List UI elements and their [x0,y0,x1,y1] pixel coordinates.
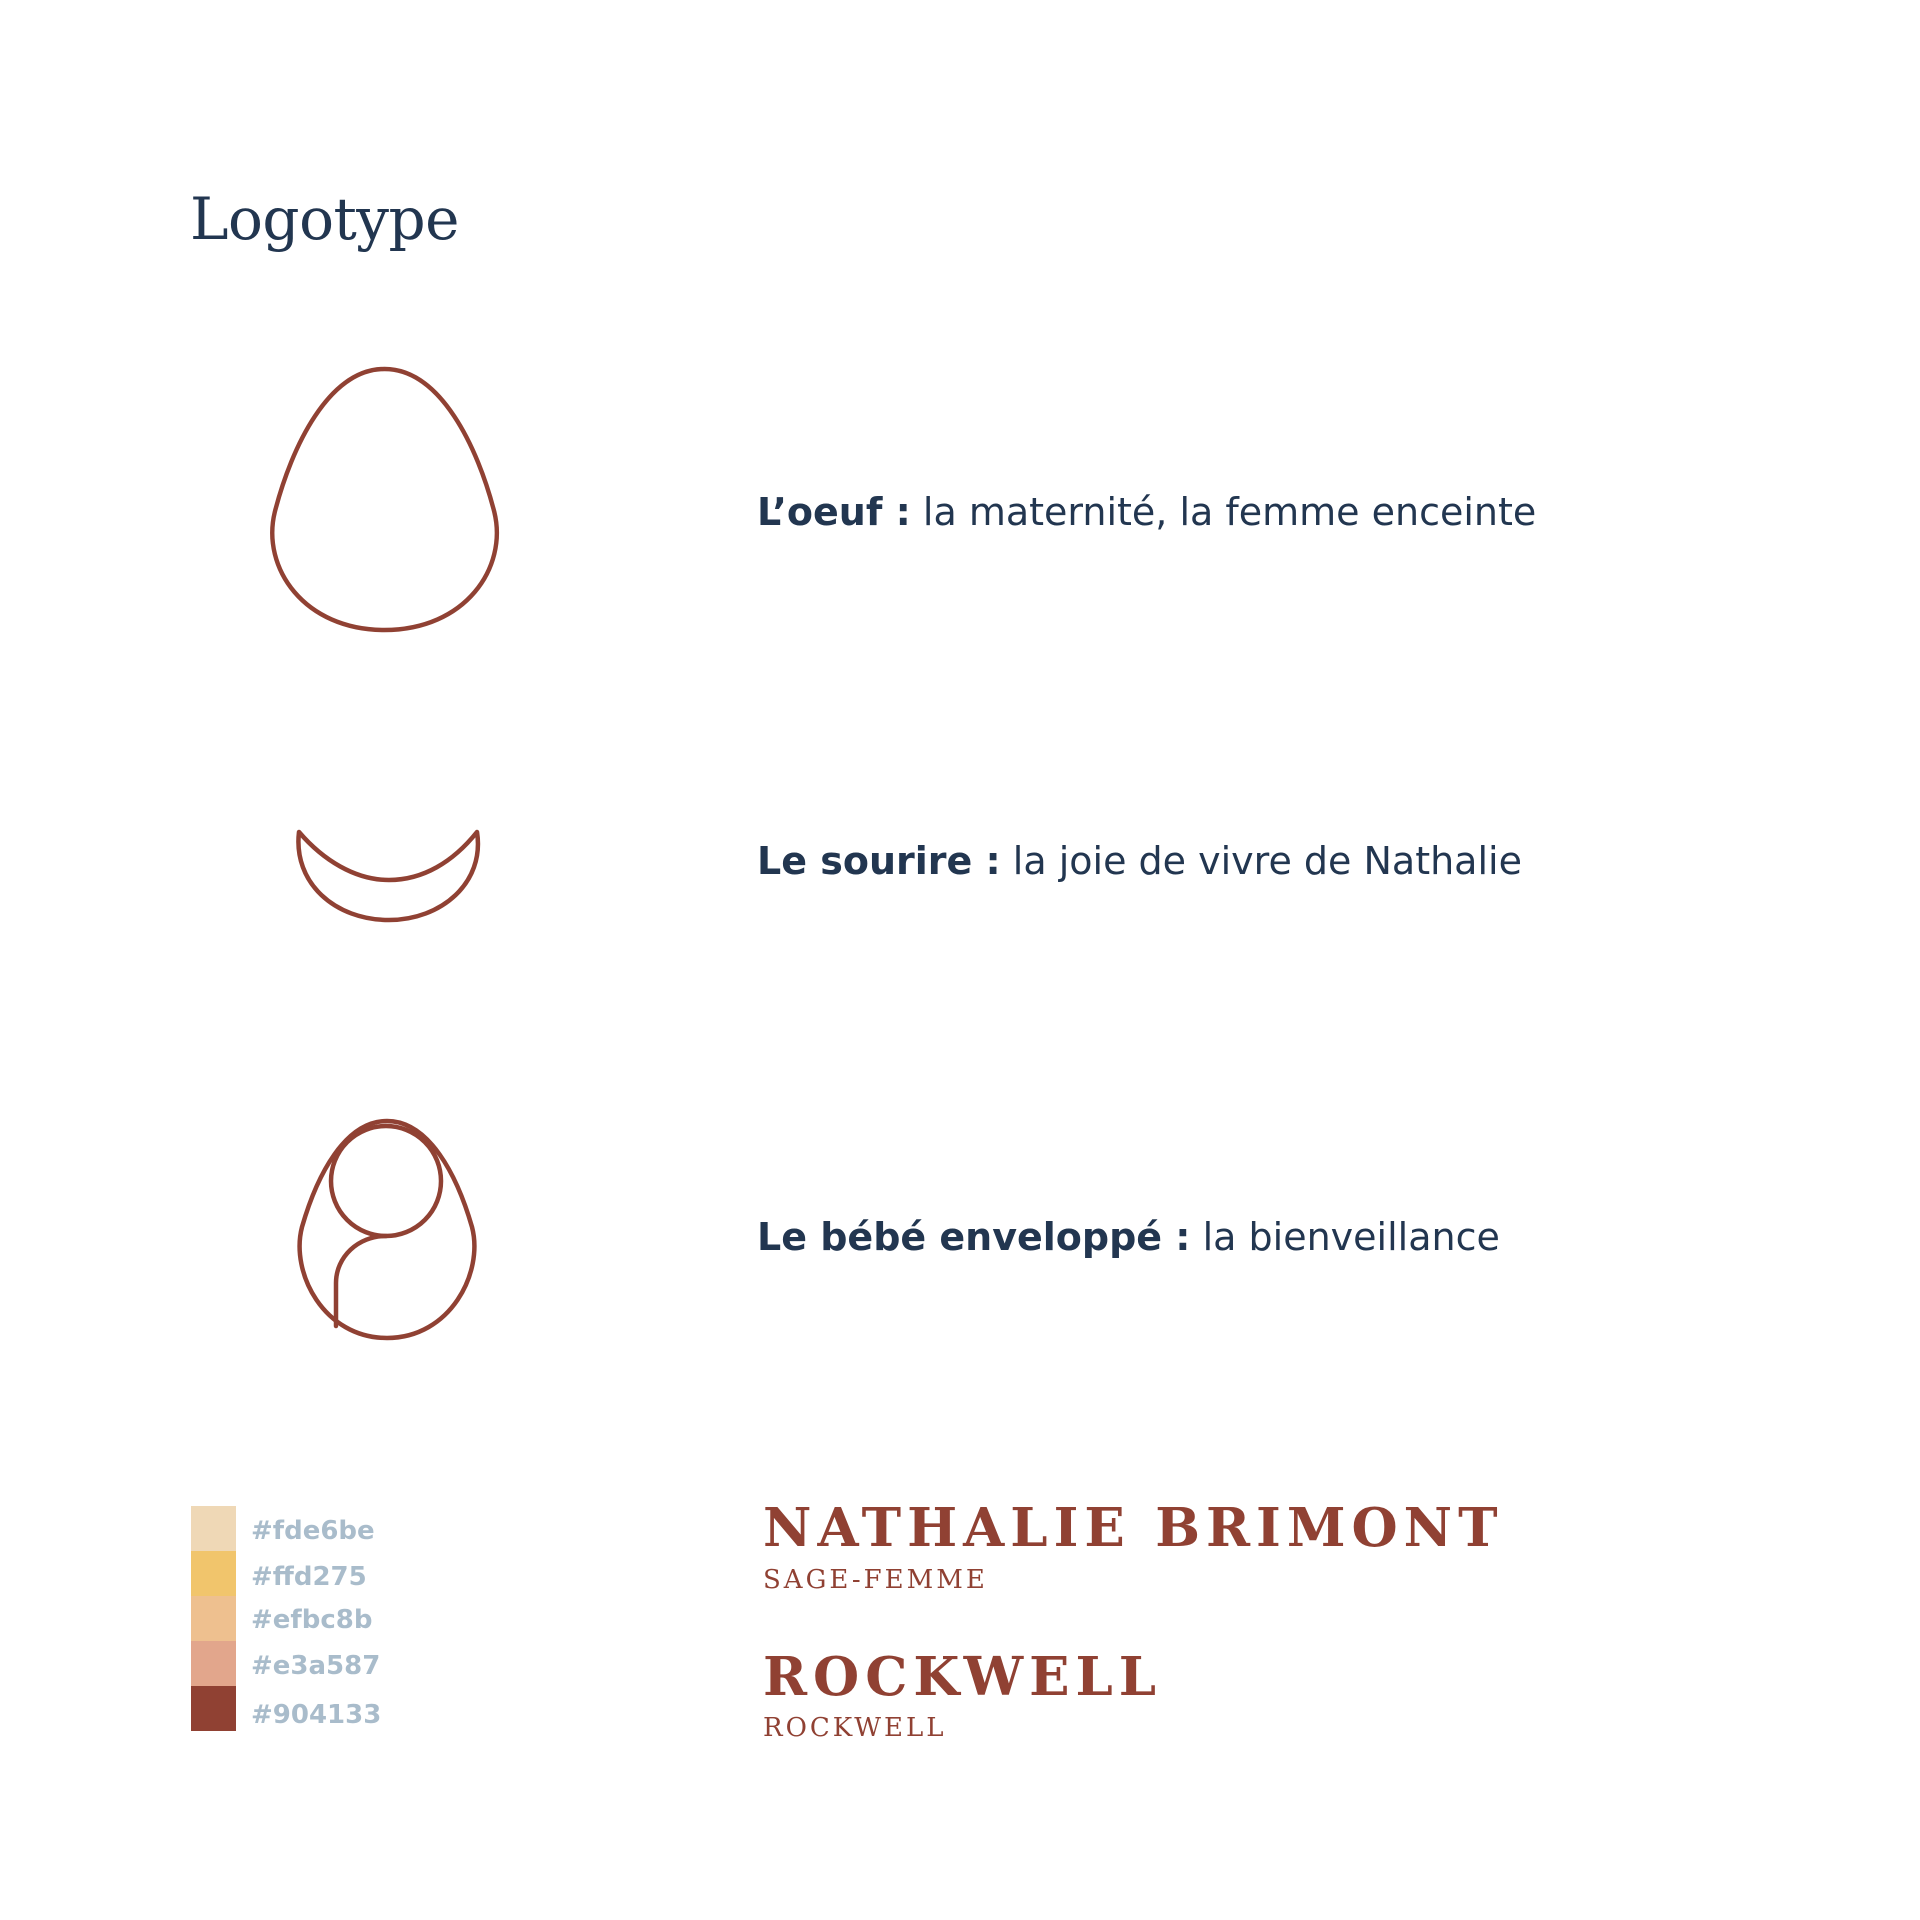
typeface-sample: ROCKWELL [763,1713,947,1743]
description-meaning: la maternité, la femme enceinte [922,490,1537,534]
egg-icon [265,362,505,642]
color-swatch [191,1551,236,1596]
description-term: Le bébé enveloppé : [757,1215,1191,1259]
color-hex-label: #efbc8b [251,1605,373,1635]
color-hex-label: #904133 [251,1700,382,1730]
color-hex-label: #fde6be [251,1516,375,1546]
color-palette [191,1506,236,1731]
description-baby [757,1215,1500,1259]
color-hex-label: #ffd275 [251,1562,367,1592]
brand-name: NATHALIE BRIMONT [763,1497,1504,1559]
color-swatch [191,1596,236,1641]
page-title: Logotype [190,185,460,253]
color-hex-label: #e3a587 [251,1651,381,1681]
color-swatch [191,1686,236,1731]
description-smile [757,839,1522,883]
smile-icon [295,828,485,928]
brand-tagline: SAGE-FEMME [763,1565,988,1595]
wrapped-baby-icon [292,1117,482,1342]
color-swatch [191,1506,236,1551]
color-swatch [191,1641,236,1686]
description-term: Le sourire : [757,839,1001,883]
typeface-name: ROCKWELL [763,1646,1163,1708]
description-meaning: la bienveillance [1202,1215,1500,1259]
description-egg [757,490,1537,534]
description-meaning: la joie de vivre de Nathalie [1012,839,1522,883]
description-term: L’oeuf : [757,490,911,534]
